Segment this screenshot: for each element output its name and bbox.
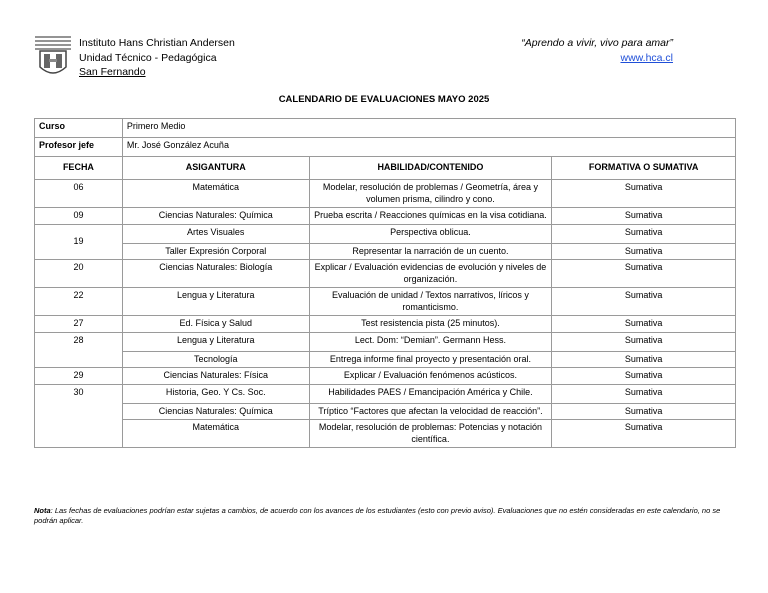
tipo-cell: Sumativa	[552, 224, 736, 243]
asignatura-cell: Tecnología	[122, 351, 309, 368]
info-row-profesor	[35, 138, 736, 157]
contenido-cell: Prueba escrita / Reacciones químicas en la visa cotidiana.	[309, 208, 552, 225]
asignatura-cell: Ciencias Naturales: Biología	[122, 260, 309, 288]
institution-unit: Unidad Técnico - Pedagógica	[79, 51, 217, 64]
tipo-cell: Sumativa	[552, 384, 736, 403]
asignatura-cell: Ciencias Naturales: Química	[122, 403, 309, 420]
tipo-cell: Sumativa	[552, 243, 736, 260]
motto-text: “Aprendo a vivir, vivo para amar”	[521, 37, 673, 49]
fecha-cell: 06	[35, 180, 123, 208]
contenido-cell: Lect. Dom: “Demian”. Germann Hess.	[309, 332, 552, 351]
fecha-cell: 09	[35, 208, 123, 225]
contenido-cell: Explicar / Evaluación fenómenos acústicos.	[309, 368, 552, 385]
tipo-cell: Sumativa	[552, 288, 736, 316]
asignatura-cell: Matemática	[122, 180, 309, 208]
fecha-cell: 19	[35, 224, 123, 260]
footnote-label: Nota	[34, 506, 51, 515]
table-row	[35, 332, 736, 351]
table-row	[35, 180, 736, 208]
contenido-cell: Entrega informe final proyecto y presentación oral.	[309, 351, 552, 368]
table-row	[35, 384, 736, 403]
profesor-value: Mr. José González Acuña	[122, 138, 735, 157]
tipo-cell: Sumativa	[552, 368, 736, 385]
contenido-cell: Modelar, resolución de problemas: Potencias y notación científica.	[309, 420, 552, 448]
institution-city: San Fernando	[79, 66, 146, 78]
asignatura-cell: Ciencias Naturales: Física	[122, 368, 309, 385]
evaluations-table	[34, 118, 736, 448]
fecha-cell: 30	[35, 384, 123, 448]
asignatura-cell: Lengua y Literatura	[122, 332, 309, 351]
curso-value: Primero Medio	[122, 119, 735, 138]
col-header-fecha: FECHA	[35, 157, 123, 180]
asignatura-cell: Ciencias Naturales: Química	[122, 208, 309, 225]
table-row	[35, 316, 736, 333]
tipo-cell: Sumativa	[552, 180, 736, 208]
table-row	[35, 208, 736, 225]
tipo-cell: Sumativa	[552, 351, 736, 368]
table-row	[35, 224, 736, 243]
institution-block	[79, 36, 235, 80]
footnote-text: : Las fechas de evaluaciones podrían estar sujetas a cambios, de acuerdo con los avances de los estudiantes (esto con previo aviso). Evaluaciones que no estén consideradas en este calendario, no se podrán aplicar.	[34, 506, 721, 525]
document-title: CALENDARIO DE EVALUACIONES MAYO 2025	[278, 94, 490, 105]
col-header-contenido: HABILIDAD/CONTENIDO	[309, 157, 552, 180]
tipo-cell: Sumativa	[552, 332, 736, 351]
fecha-cell: 27	[35, 316, 123, 333]
table-row	[35, 260, 736, 288]
tipo-cell: Sumativa	[552, 260, 736, 288]
school-logo	[34, 33, 72, 81]
asignatura-cell: Ed. Física y Salud	[122, 316, 309, 333]
info-row-curso	[35, 119, 736, 138]
tipo-cell: Sumativa	[552, 316, 736, 333]
footnote	[34, 506, 740, 526]
contenido-cell: Habilidades PAES / Emancipación América y Chile.	[309, 384, 552, 403]
table-row	[35, 288, 736, 316]
contenido-cell: Perspectiva oblicua.	[309, 224, 552, 243]
asignatura-cell: Artes Visuales	[122, 224, 309, 243]
fecha-cell: 29	[35, 368, 123, 385]
contenido-cell: Modelar, resolución de problemas / Geometría, área y volumen prisma, cilindro y cono.	[309, 180, 552, 208]
contenido-cell: Representar la narración de un cuento.	[309, 243, 552, 260]
table-row	[35, 403, 736, 420]
asignatura-cell: Lengua y Literatura	[122, 288, 309, 316]
tipo-cell: Sumativa	[552, 208, 736, 225]
website-link[interactable]: www.hca.cl	[620, 51, 673, 64]
contenido-cell: Explicar / Evaluación evidencias de evolución y niveles de organización.	[309, 260, 552, 288]
tipo-cell: Sumativa	[552, 420, 736, 448]
asignatura-cell: Taller Expresión Corporal	[122, 243, 309, 260]
fecha-cell: 22	[35, 288, 123, 316]
table-row	[35, 243, 736, 260]
fecha-cell: 28	[35, 332, 123, 368]
motto-block	[521, 36, 673, 65]
curso-label: Curso	[35, 119, 123, 138]
fecha-cell: 20	[35, 260, 123, 288]
col-header-tipo: FORMATIVA O SUMATIVA	[552, 157, 736, 180]
contenido-cell: Tríptico “Factores que afectan la velocidad de reacción”.	[309, 403, 552, 420]
institution-name: Instituto Hans Christian Andersen	[79, 37, 235, 49]
tipo-cell: Sumativa	[552, 403, 736, 420]
profesor-label: Profesor jefe	[35, 138, 123, 157]
contenido-cell: Evaluación de unidad / Textos narrativos, líricos y romanticismo.	[309, 288, 552, 316]
table-row	[35, 368, 736, 385]
table-row	[35, 351, 736, 368]
asignatura-cell: Matemática	[122, 420, 309, 448]
contenido-cell: Test resistencia pista (25 minutos).	[309, 316, 552, 333]
table-header-row	[35, 157, 736, 180]
table-row	[35, 420, 736, 448]
col-header-asignatura: ASIGANTURA	[122, 157, 309, 180]
asignatura-cell: Historia, Geo. Y Cs. Soc.	[122, 384, 309, 403]
